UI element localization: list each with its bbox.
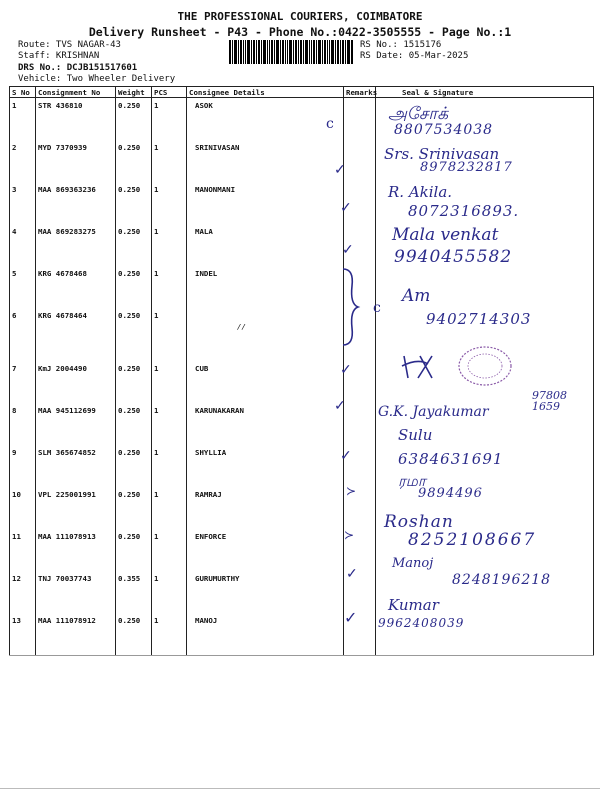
row-sno: 5	[10, 266, 36, 308]
row-weight: 0.250	[116, 98, 152, 141]
row-remarks	[344, 98, 376, 141]
row-consignee: KARUNAKARAN	[187, 403, 344, 445]
row-sno: 4	[10, 224, 36, 266]
phone-row-2: 8978232817	[420, 160, 513, 175]
phone-row-9: 6384631691	[398, 450, 504, 468]
row-pcs: 1	[152, 266, 187, 308]
row-consignment-no: MAA 869283275	[36, 224, 116, 266]
rs-number: RS No.: 1515176	[360, 40, 442, 50]
row-pcs: 1	[152, 613, 187, 656]
row-sno: 13	[10, 613, 36, 656]
row-consignee: MANOJ	[187, 613, 344, 656]
table-row	[10, 403, 594, 445]
row-consignee: //	[187, 308, 344, 361]
row-consignee: RAMRAJ	[187, 487, 344, 529]
row-sno: 1	[10, 98, 36, 141]
row-weight: 0.250	[116, 613, 152, 656]
row-consignee: SRINIVASAN	[187, 140, 344, 182]
tick-mark-row-12: ✓	[346, 566, 358, 582]
row-weight: 0.250	[116, 403, 152, 445]
row-pcs: 1	[152, 98, 187, 141]
signature-row-4: Mala venkat	[392, 225, 499, 245]
signature-row-1: அசோக்	[388, 104, 449, 124]
barcode-image	[229, 40, 353, 64]
signature-row-12: Manoj	[392, 556, 434, 571]
phone-row-12: 8248196218	[452, 572, 552, 588]
tick-mark-row-9: ✓	[340, 448, 352, 464]
row-consignee: CUB	[187, 361, 344, 403]
phone-row-3: 8072316893.	[408, 202, 520, 220]
col-header-remarks: Remarks	[344, 87, 376, 98]
row-pcs: 1	[152, 224, 187, 266]
row-weight: 0.250	[116, 529, 152, 571]
table-row	[10, 98, 594, 141]
row-sno: 12	[10, 571, 36, 613]
row-pcs: 1	[152, 182, 187, 224]
row-remarks	[344, 140, 376, 182]
row-weight: 0.250	[116, 224, 152, 266]
row-weight: 0.250	[116, 361, 152, 403]
row-consignment-no: STR 436810	[36, 98, 116, 141]
table-row	[10, 445, 594, 487]
tick-mark-row-2: ✓	[334, 162, 346, 178]
drs-number: DRS No.: DCJB151517601	[18, 63, 138, 73]
row-weight: 0.250	[116, 266, 152, 308]
signature-row-10: ரமா	[398, 472, 426, 490]
remark-mark-row-6: c	[373, 300, 381, 316]
row-consignment-no: MAA 869363236	[36, 182, 116, 224]
col-header-consignment: Consignment No	[36, 87, 116, 98]
company-stamp-row-7	[456, 344, 514, 388]
row-pcs: 1	[152, 140, 187, 182]
col-header-consignee: Consignee Details	[187, 87, 344, 98]
row-consignment-no: MAA 111078912	[36, 613, 116, 656]
tick-mark-row-11: ≻	[344, 528, 355, 542]
row-consignee: MANONMANI	[187, 182, 344, 224]
tick-mark-row-10: ≻	[346, 484, 357, 498]
row-weight: 0.250	[116, 445, 152, 487]
tick-mark-row-13: ✓	[344, 608, 358, 627]
col-header-signature: Seal & Signature	[376, 87, 594, 98]
row-consignment-no: MAA 111078913	[36, 529, 116, 571]
row-consignment-no: VPL 225001991	[36, 487, 116, 529]
row-consignment-no: MAA 945112699	[36, 403, 116, 445]
remark-mark-row-1: c	[326, 116, 334, 132]
col-header-pcs: PCS	[152, 87, 187, 98]
phone-row-6: 9402714303	[426, 310, 532, 328]
col-header-weight: Weight	[116, 87, 152, 98]
vehicle-label: Vehicle: Two Wheeler Delivery	[18, 74, 176, 84]
row-consignment-no: TNJ 70037743	[36, 571, 116, 613]
row-consignee: ENFORCE	[187, 529, 344, 571]
runsheet-title: Delivery Runsheet - P43 - Phone No.:0422-3505555 - Page No.:1	[88, 25, 512, 39]
row-pcs: 1	[152, 361, 187, 403]
signature-row-13: Kumar	[388, 596, 439, 614]
table-header-row	[10, 87, 594, 98]
signature-row-9: Sulu	[398, 426, 433, 444]
row-sno: 9	[10, 445, 36, 487]
table-row	[10, 613, 594, 656]
row-sno: 7	[10, 361, 36, 403]
signature-row-3: R. Akila.	[388, 183, 453, 201]
page-bottom-edge	[0, 788, 600, 789]
row-consignee: GURUMURTHY	[187, 571, 344, 613]
route-label: Route: TVS NAGAR-43	[18, 40, 121, 50]
row-pcs: 1	[152, 403, 187, 445]
phone-row-13: 9962408039	[378, 616, 465, 630]
brace-mark-rows-5-6	[340, 266, 362, 348]
table-row	[10, 266, 594, 308]
company-name: THE PROFESSIONAL COURIERS, COIMBATORE	[177, 10, 423, 23]
row-remarks	[344, 403, 376, 445]
row-sno: 6	[10, 308, 36, 361]
row-consignment-no: MYD 7370939	[36, 140, 116, 182]
row-sno: 11	[10, 529, 36, 571]
row-consignment-no: KmJ 2004490	[36, 361, 116, 403]
row-pcs: 1	[152, 529, 187, 571]
row-sno: 8	[10, 403, 36, 445]
staff-label: Staff: KRISHNAN	[18, 51, 100, 61]
row-consignment-no: SLM 365674852	[36, 445, 116, 487]
signature-row-6: Am	[402, 286, 431, 306]
row-consignment-no: KRG 4678468	[36, 266, 116, 308]
row-weight: 0.250	[116, 182, 152, 224]
col-header-sno: S No	[10, 87, 36, 98]
signature-row-2: Srs. Srinivasan	[384, 145, 500, 163]
row-weight: 0.355	[116, 571, 152, 613]
row-consignee: INDEL	[187, 266, 344, 308]
signature-row-8: G.K. Jayakumar	[378, 404, 489, 420]
row-sno: 3	[10, 182, 36, 224]
signature-row-11: Roshan	[384, 512, 454, 532]
phone-row-8: 97808 1659	[532, 389, 567, 413]
table-row	[10, 487, 594, 529]
row-weight: 0.250	[116, 487, 152, 529]
signature-scribble-row-7	[398, 352, 438, 382]
phone-row-4: 9940455582	[394, 247, 513, 267]
row-pcs: 1	[152, 571, 187, 613]
row-consignee: ASOK	[187, 98, 344, 141]
tick-mark-row-4: ✓	[342, 242, 354, 258]
phone-row-10: 9894496	[418, 486, 483, 501]
tick-mark-row-3: ✓	[340, 200, 352, 216]
phone-row-1: 8807534038	[394, 122, 494, 138]
row-pcs: 1	[152, 487, 187, 529]
row-sno: 10	[10, 487, 36, 529]
tick-mark-row-7: ✓	[340, 362, 352, 378]
row-pcs: 1	[152, 445, 187, 487]
row-consignment-no: KRG 4678464	[36, 308, 116, 361]
row-weight: 0.250	[116, 308, 152, 361]
row-weight: 0.250	[116, 140, 152, 182]
rs-date: RS Date: 05-Mar-2025	[360, 51, 469, 61]
tick-mark-row-8: ✓	[334, 398, 346, 414]
row-sno: 2	[10, 140, 36, 182]
row-consignee: MALA	[187, 224, 344, 266]
row-consignee: SHYLLIA	[187, 445, 344, 487]
row-pcs: 1	[152, 308, 187, 361]
phone-row-11: 8252108667	[408, 530, 537, 550]
